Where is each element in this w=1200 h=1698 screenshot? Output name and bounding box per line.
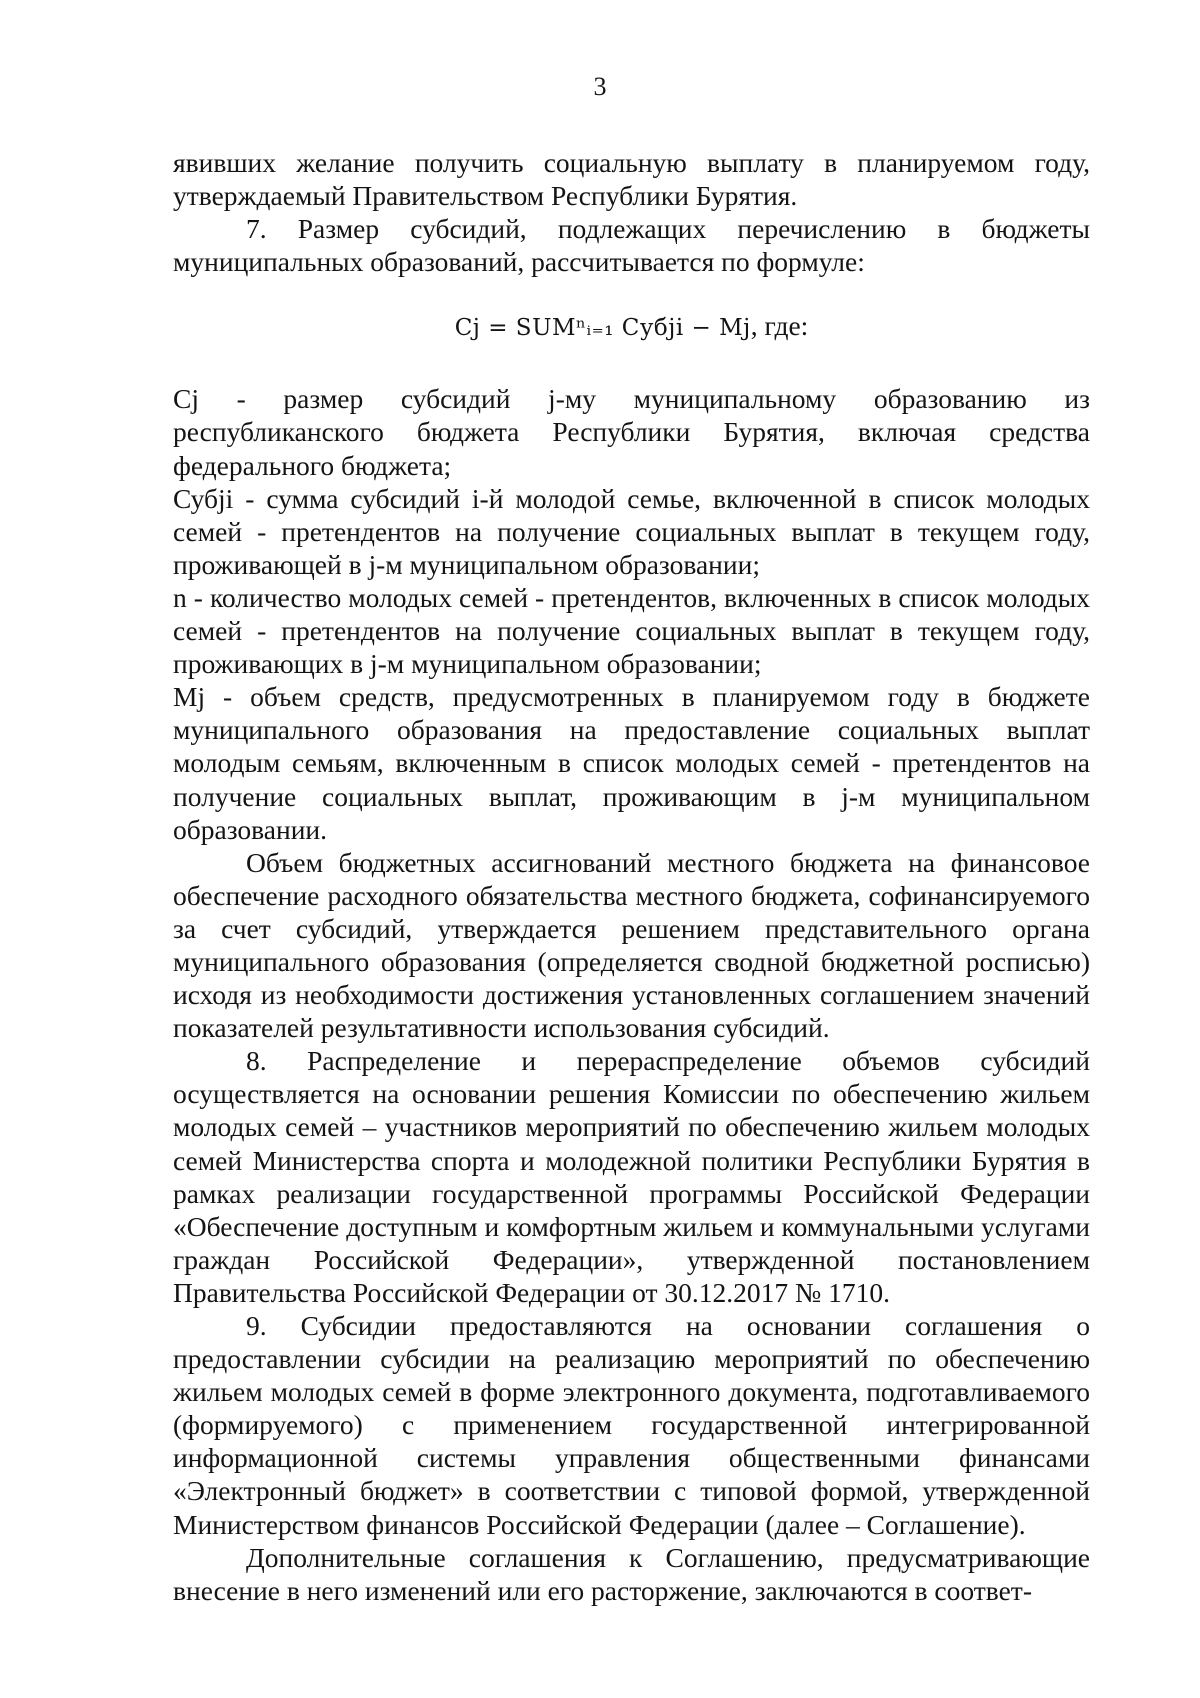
paragraph-item-8: 8. Распределение и перераспределение объемов субсидий осуществляется на основании решения Комиссии по обеспечению жильем молодых семей – участников мероприятий по обеспечению жильем молодых семей Министерства спорта и молодежной политики Республики Бурятия в рамках реализации государственной программы Российской Федерации «Обеспечение доступным и комфортным жильем и коммунальными услугами граждан Российской Федерации», утвержденной постановлением Правительства Российской Федерации от 30.12.2017 № 1710. — [173, 1045, 1090, 1308]
formula-expression: Cj = SUMⁿᵢ₌₁ Субji − Mj — [454, 315, 751, 342]
paragraph-item-7: 7. Размер субсидий, подлежащих перечислению в бюджеты муниципальных образований, рассчитывается по формуле: — [173, 213, 1090, 278]
paragraph-additional-agreements: Дополнительные соглашения к Соглашению, предусматривающие внесение в него изменений или его расторжение, заключаются в соответ- — [173, 1541, 1090, 1606]
definition-mj: Mj - объем средств, предусмотренных в планируемом году в бюджете муниципального образования на предоставление социальных выплат молодым семьям, включенным в список молодых семей - претендентов на получение социальных выплат, проживающим в j-м муниципальном образовании. — [173, 681, 1090, 845]
page-number: 3 — [593, 72, 607, 101]
definition-n: n - количество молодых семей - претендентов, включенных в список молодых семей - претендентов на получение социальных выплат в текущем году, проживающих в j-м муниципальном образовании; — [173, 581, 1090, 680]
document-body — [173, 146, 1090, 1607]
formula-suffix: , где: — [750, 310, 809, 342]
paragraph-item-9: 9. Субсидии предоставляются на основании соглашения о предоставлении субсидии на реализацию мероприятий по обеспечению жильем молодых семей в форме электронного документа, подготавливаемого (формируемого) с применением государственной интегрированной информационной системы управления общественными финансами «Электронный бюджет» в соответствии с типовой формой, утвержденной Министерством финансов Российской Федерации (далее – Соглашение). — [173, 1310, 1090, 1540]
definition-subji: Субji - сумма субсидий i-й молодой семье, включенной в список молодых семей - претендентов на получение социальных выплат в текущем году, проживающей в j-м муниципальном образовании; — [173, 482, 1090, 580]
definition-cj: Cj - размер субсидий j-му муниципальному образованию из республиканского бюджета Республики Бурятия, включая средства федерального бюджета; — [173, 383, 1090, 481]
subsidy-formula — [173, 306, 1090, 348]
paragraph-continuation: явивших желание получить социальную выплату в планируемом году, утверждаемый Правительством Республики Бурятия. — [173, 147, 1090, 212]
paragraph-budget-allocations: Объем бюджетных ассигнований местного бюджета на финансовое обеспечение расходного обязательства местного бюджета, софинансируемого за счет субсидий, утверждается решением представительного органа муниципального образования (определяется сводной бюджетной росписью) исходя из необходимости достижения установленных соглашением значений показателей результативности использования субсидий. — [173, 846, 1090, 1044]
